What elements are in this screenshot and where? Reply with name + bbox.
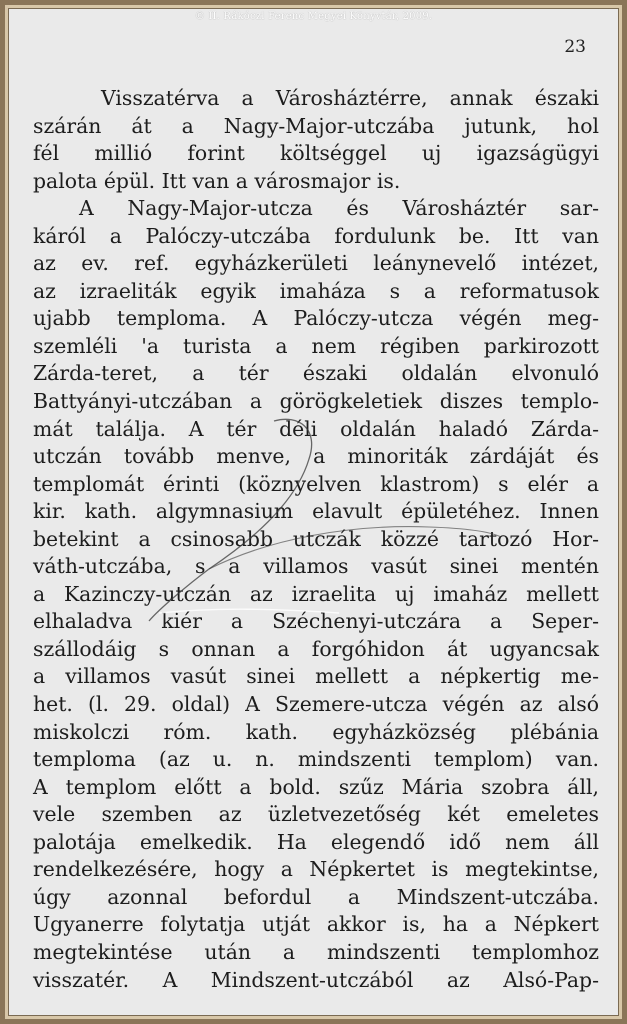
text-line: Visszatérva a Városháztérre, annak északi [101, 86, 599, 110]
text-line: az ev. ref. egyházkerületi leánynevelő intézet, [33, 251, 599, 276]
text-line: visszatér. A Mindszent-utczából az Alsó-Pap- [33, 967, 599, 992]
pencil-scribble-mark [9, 9, 618, 1015]
text-line: szállodáig s onnan a forgóhidon át ugyancsak [33, 636, 599, 661]
text-line: ujabb temploma. A Palóczy-utcza végén meg- [33, 306, 599, 331]
scanned-page [8, 8, 619, 1016]
page-number: 23 [564, 37, 586, 57]
text-line: templomát érinti (köznyelven klastrom) s elér a [33, 471, 599, 496]
frame-mat [5, 5, 622, 1019]
text-line: Zárda-teret, a tér északi oldalán elvonuló [33, 361, 599, 386]
text-line: A templom előtt a bold. szűz Mária szobra áll, [33, 774, 599, 799]
text-line: utczán tovább menve, a minoriták zárdáját és [33, 444, 599, 469]
copyright-watermark: © II. Rákóczi Ferenc Megyei Könyvtár, 2009. [194, 11, 433, 22]
text-line: váth-utczába, s a villamos vasút sinei mentén [33, 554, 599, 579]
text-line: megtekintése után a mindszenti templomhoz [33, 939, 599, 964]
text-line: palota épül. Itt van a városmajor is. [33, 168, 401, 193]
text-line: a villamos vasút sinei mellett a népkertig me- [33, 664, 599, 689]
text-line: szárán át a Nagy-Major-utczába jutunk, hol [33, 113, 599, 138]
text-line: elhaladva kiér a Széchenyi-utczára a Seper- [33, 609, 599, 634]
text-line: mát találja. A tér déli oldalán haladó Zárda- [33, 416, 599, 441]
text-line: A Nagy-Major-utcza és Városháztér sar- [79, 196, 599, 221]
text-line: vele szemben az üzletvezetőség két emeletes [33, 802, 599, 827]
text-line: Ugyanerre folytatja utját akkor is, ha a Népkert [33, 912, 599, 937]
text-line: miskolczi róm. kath. egyházközség plébánia [33, 719, 599, 744]
text-line: betekint a csinosabb utczák közzé tartozó Hor- [33, 526, 599, 551]
text-line: Battyányi-utczában a görögkeletiek diszes templo- [33, 389, 599, 414]
text-line: rendelkezésére, hogy a Népkertet is megtekintse, [33, 857, 599, 882]
text-line: káról a Palóczy-utczába fordulunk be. Itt van [33, 223, 599, 248]
text-line: úgy azonnal befordul a Mindszent-utczába. [33, 884, 599, 909]
text-line: fél millió forint költséggel uj igazságügyi [33, 141, 599, 166]
text-line: temploma (az u. n. mindszenti templom) van. [33, 747, 599, 772]
text-line: het. (l. 29. oldal) A Szemere-utcza végén az alsó [33, 692, 599, 717]
text-line: palotája emelkedik. Ha elegendő idő nem áll [33, 829, 599, 854]
text-line: szemléli 'a turista a nem régiben parkirozott [33, 333, 599, 358]
text-line: kir. kath. algymnasium elavult épületéhez. Innen [33, 499, 599, 524]
text-line: az izraeliták egyik imaháza s a reformatusok [33, 278, 599, 303]
text-line: a Kazinczy-utczán az izraelita uj imaház mellett [33, 581, 599, 606]
